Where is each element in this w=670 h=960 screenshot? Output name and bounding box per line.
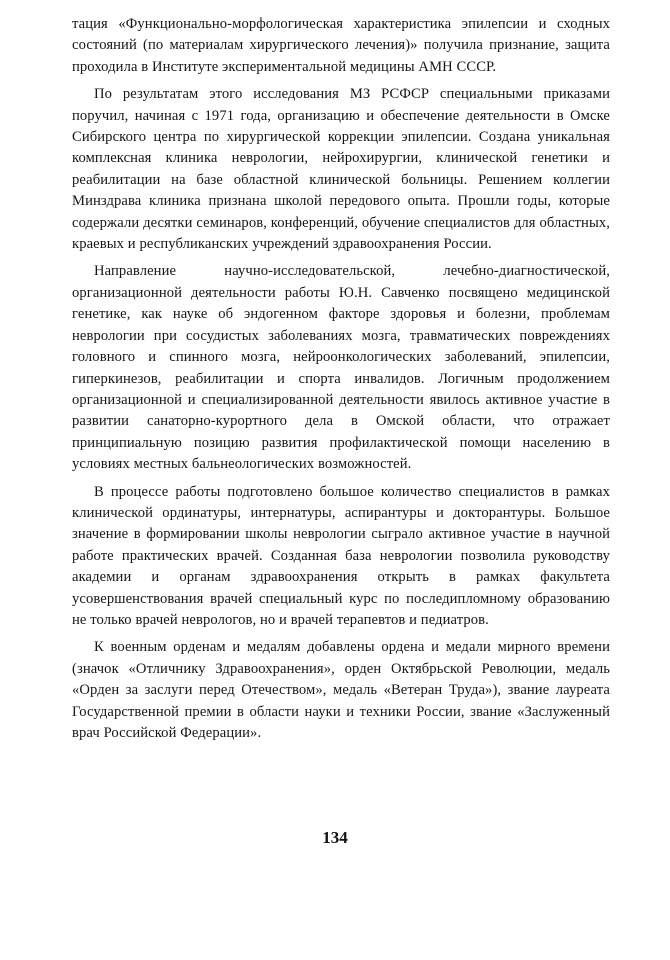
paragraph-4: В процессе работы подготовлено большое количество специалистов в рамках клинической ординатуры, интернатуры, аспирантуры и докторантуры. Большое значение в формировании школы неврологии сыграло активное участие в научной работе практических врачей. Созданная база неврологии позволила руководству академии и органам здравоохранения открыть в рамках факультета усовершенствования врачей специальный курс по последипломному образованию не только врачей неврологов, но и врачей терапевтов и педиатров. xyxy=(72,483,610,628)
page-number: 134 xyxy=(322,828,348,847)
paragraph-1: тация «Функционально-морфологическая характеристика эпилепсии и сходных состояний (по материалам хирургического лечения)» получила признание, защита проходила в Институте экспериментальной медицины АМН СССР. xyxy=(72,16,610,75)
paragraph-2: По результатам этого исследования МЗ РСФСР специальными приказами поручил, начиная с 1971 года, организацию и обеспечение деятельности в Омске Сибирского центра по хирургической коррекции эпилепсии. Создана уникальная комплексная клиника неврологии, нейрохирургии, клинической генетики и реабилитации на базе областной клинической больницы. Решением коллегии Минздрава клиника признана школой передового опыта. Прошли годы, которые содержали десятки семинаров, конференций, обучение специалистов для областных, краевых и республиканских учреждений здравоохранения России. xyxy=(72,86,610,253)
document-page xyxy=(72,14,610,744)
paragraph-3: Направление научно-исследовательской, лечебно-диагностической, организационной деятельности работы Ю.Н. Савченко посвящено медицинской генетике, как науке об эндогенном факторе здоровья и болезни, проблемам неврологии при сосудистых заболеваниях мозга, травматических повреждениях головного и спинного мозга, нейроонкологических заболеваний, эпилепсии, гиперкинезов, реабилитации и спорта инвалидов. Логичным продолжением организационной и специализированной деятельности явилось активное участие в развитии санаторно-курортного дела в Омской области, что отражает принципиальную позицию развития профилактической помощи населению в условиях местных бальнеологических возможностей. xyxy=(72,263,610,473)
paragraph-5: К военным орденам и медалям добавлены ордена и медали мирного времени (значок «Отличнику Здравоохранения», орден Октябрьской Революции, медаль «Орден за заслуги перед Отечеством», медаль «Ветеран Труда»), звание лауреата Государственной премии в области науки и техники России, звание «Заслуженный врач Российской Федерации». xyxy=(72,639,610,741)
